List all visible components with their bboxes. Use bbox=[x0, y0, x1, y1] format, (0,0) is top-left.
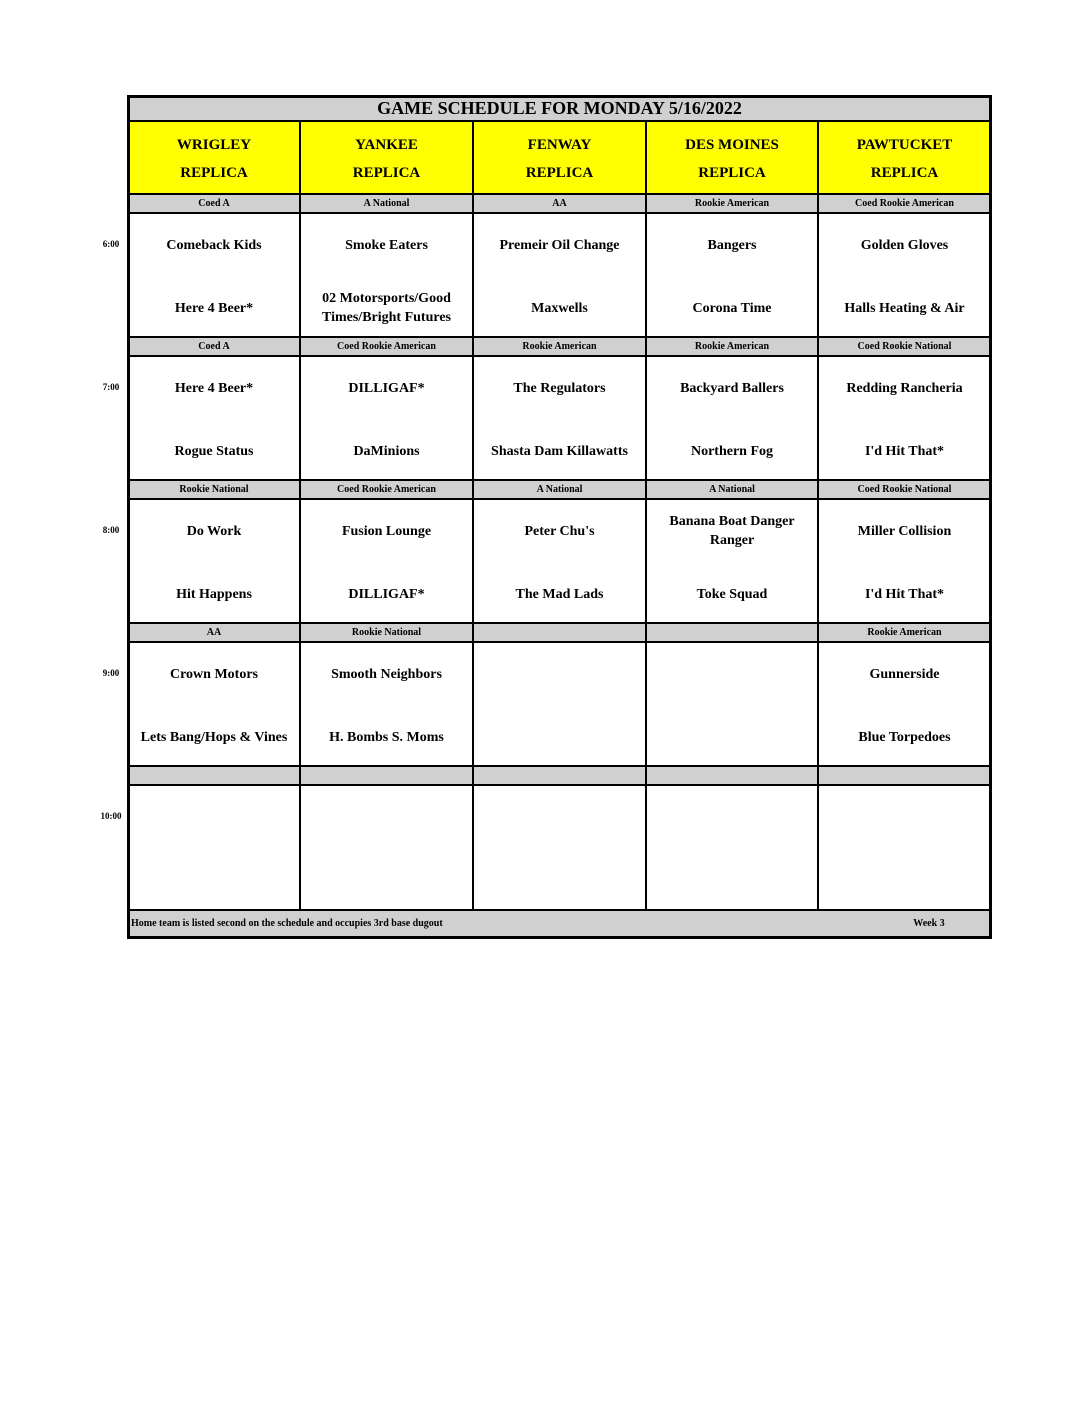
venue-header bbox=[818, 121, 991, 194]
game-cell bbox=[128, 785, 300, 910]
away-team: Banana Boat Danger Ranger bbox=[669, 514, 795, 548]
grid-line bbox=[128, 909, 991, 911]
game-cell bbox=[473, 499, 646, 623]
division-label: Coed A bbox=[128, 194, 300, 213]
division-label bbox=[300, 766, 473, 785]
home-team bbox=[477, 717, 642, 757]
away-team: The Regulators bbox=[513, 380, 606, 396]
away-team: Smoke Eaters bbox=[345, 237, 428, 253]
venue-name: PAWTUCKET bbox=[856, 137, 953, 153]
division-label: Coed A bbox=[128, 337, 300, 356]
division-label: Coed Rookie American bbox=[300, 337, 473, 356]
away-team: Fusion Lounge bbox=[341, 523, 432, 539]
venue-name: YANKEE bbox=[355, 137, 418, 153]
away-team: Bangers bbox=[707, 237, 757, 253]
game-cell bbox=[300, 356, 473, 480]
venue-subtitle: REPLICA bbox=[180, 165, 248, 181]
division-label: Coed Rookie National bbox=[818, 337, 991, 356]
division-label: A National bbox=[300, 194, 473, 213]
grid-line bbox=[127, 95, 992, 98]
venue-header bbox=[646, 121, 818, 194]
venue-name: FENWAY bbox=[527, 137, 592, 153]
home-team: Halls Heating & Air bbox=[844, 300, 965, 316]
grid-line bbox=[472, 121, 474, 910]
game-cell bbox=[818, 356, 991, 480]
home-team: Shasta Dam Killawatts bbox=[491, 443, 628, 459]
game-cell bbox=[473, 213, 646, 337]
venue-name: DES MOINES bbox=[685, 137, 779, 153]
home-team bbox=[132, 860, 296, 900]
away-team bbox=[650, 797, 814, 837]
home-team bbox=[304, 860, 469, 900]
home-team: I'd Hit That* bbox=[864, 443, 945, 459]
time-label: 7:00 bbox=[102, 382, 120, 392]
away-team bbox=[822, 797, 987, 837]
away-team: Redding Rancheria bbox=[846, 380, 963, 396]
away-team: Do Work bbox=[186, 523, 242, 539]
game-cell bbox=[128, 213, 300, 337]
away-team: Premeir Oil Change bbox=[499, 237, 620, 253]
venue-header bbox=[128, 121, 300, 194]
game-cell bbox=[300, 499, 473, 623]
page-title: GAME SCHEDULE FOR MONDAY 5/16/2022 bbox=[128, 96, 991, 121]
grid-line bbox=[128, 641, 991, 643]
footer-note: Home team is listed second on the schedule and occupies 3rd base dugout bbox=[131, 918, 443, 929]
grid-line bbox=[128, 498, 991, 500]
game-cell bbox=[300, 642, 473, 766]
home-team: Hit Happens bbox=[176, 586, 252, 602]
division-label: Rookie American bbox=[818, 623, 991, 642]
home-team: Corona Time bbox=[692, 300, 772, 316]
division-label: AA bbox=[473, 194, 646, 213]
division-label: A National bbox=[646, 480, 818, 499]
grid-line bbox=[128, 336, 991, 338]
grid-line bbox=[128, 765, 991, 767]
home-team bbox=[650, 860, 814, 900]
venue-header bbox=[300, 121, 473, 194]
time-label: 9:00 bbox=[102, 668, 120, 678]
grid-line bbox=[127, 95, 130, 938]
division-label: Rookie National bbox=[300, 623, 473, 642]
home-team bbox=[650, 717, 814, 757]
division-label bbox=[473, 623, 646, 642]
grid-line bbox=[128, 355, 991, 357]
home-team: I'd Hit That* bbox=[864, 586, 945, 602]
game-cell bbox=[646, 213, 818, 337]
game-cell bbox=[300, 785, 473, 910]
home-team: DaMinions bbox=[353, 443, 420, 459]
venue-subtitle: REPLICA bbox=[352, 165, 421, 181]
grid-line bbox=[128, 784, 991, 786]
venue-subtitle: REPLICA bbox=[525, 165, 594, 181]
away-team: Comeback Kids bbox=[166, 237, 262, 253]
division-label bbox=[818, 766, 991, 785]
home-team: The Mad Lads bbox=[515, 586, 604, 602]
game-cell bbox=[818, 213, 991, 337]
venue-subtitle: REPLICA bbox=[870, 165, 939, 181]
away-team: Here 4 Beer* bbox=[174, 380, 254, 396]
division-label: Rookie National bbox=[128, 480, 300, 499]
game-cell bbox=[473, 785, 646, 910]
home-team: DILLIGAF* bbox=[348, 586, 425, 602]
game-cell bbox=[473, 356, 646, 480]
grid-line bbox=[128, 120, 991, 122]
away-team: Peter Chu's bbox=[524, 523, 595, 539]
footer-bar bbox=[128, 910, 991, 937]
time-label: 8:00 bbox=[102, 525, 120, 535]
grid-line bbox=[128, 622, 991, 624]
grid-line bbox=[128, 193, 991, 195]
home-team: Northern Fog bbox=[690, 443, 774, 459]
game-cell bbox=[300, 213, 473, 337]
game-cell bbox=[128, 499, 300, 623]
division-label bbox=[128, 766, 300, 785]
home-team: Lets Bang/Hops & Vines bbox=[140, 729, 288, 745]
game-cell bbox=[646, 499, 818, 623]
away-team: Gunnerside bbox=[869, 666, 940, 682]
game-cell bbox=[473, 642, 646, 766]
time-label: 6:00 bbox=[102, 239, 120, 249]
grid-line bbox=[128, 479, 991, 481]
away-team bbox=[304, 797, 469, 837]
time-label: 10:00 bbox=[100, 811, 122, 821]
away-team: Golden Gloves bbox=[860, 237, 949, 253]
game-cell bbox=[646, 356, 818, 480]
away-team: Smooth Neighbors bbox=[331, 666, 442, 682]
home-team bbox=[477, 860, 642, 900]
game-cell bbox=[128, 356, 300, 480]
away-team: Miller Collision bbox=[857, 523, 952, 539]
division-label: Rookie American bbox=[646, 337, 818, 356]
game-cell bbox=[646, 785, 818, 910]
home-team: H. Bombs S. Moms bbox=[329, 729, 444, 745]
division-label: Coed Rookie National bbox=[818, 480, 991, 499]
division-label bbox=[646, 623, 818, 642]
division-label: Rookie American bbox=[646, 194, 818, 213]
game-cell bbox=[818, 642, 991, 766]
away-team: Backyard Ballers bbox=[680, 380, 784, 396]
grid-line bbox=[817, 121, 819, 910]
home-team bbox=[822, 860, 987, 900]
away-team bbox=[477, 797, 642, 837]
grid-line bbox=[645, 121, 647, 910]
week-label: Week 3 bbox=[913, 918, 945, 929]
division-label bbox=[646, 766, 818, 785]
home-team: Blue Torpedoes bbox=[858, 729, 951, 745]
venue-subtitle: REPLICA bbox=[698, 165, 766, 181]
game-cell bbox=[128, 642, 300, 766]
division-label: A National bbox=[473, 480, 646, 499]
division-label: Coed Rookie American bbox=[300, 480, 473, 499]
away-team bbox=[477, 654, 642, 694]
home-team: Toke Squad bbox=[696, 586, 768, 602]
grid-line bbox=[128, 212, 991, 214]
division-label bbox=[473, 766, 646, 785]
division-label: Rookie American bbox=[473, 337, 646, 356]
away-team bbox=[650, 654, 814, 694]
game-cell bbox=[646, 642, 818, 766]
home-team: Rogue Status bbox=[174, 443, 254, 459]
grid-line bbox=[989, 95, 992, 938]
grid-line bbox=[299, 121, 301, 910]
home-team: Maxwells bbox=[531, 300, 588, 316]
home-team: Here 4 Beer* bbox=[174, 300, 254, 316]
division-label: Coed Rookie American bbox=[818, 194, 991, 213]
venue-header bbox=[473, 121, 646, 194]
away-team: Crown Motors bbox=[169, 666, 258, 682]
home-team: 02 Motorsports/Good Times/Bright Futures bbox=[322, 291, 451, 325]
game-cell bbox=[818, 499, 991, 623]
away-team: DILLIGAF* bbox=[348, 380, 425, 396]
away-team bbox=[132, 797, 296, 837]
game-cell bbox=[818, 785, 991, 910]
division-label: AA bbox=[128, 623, 300, 642]
venue-name: WRIGLEY bbox=[176, 137, 252, 153]
grid-line bbox=[127, 936, 992, 939]
